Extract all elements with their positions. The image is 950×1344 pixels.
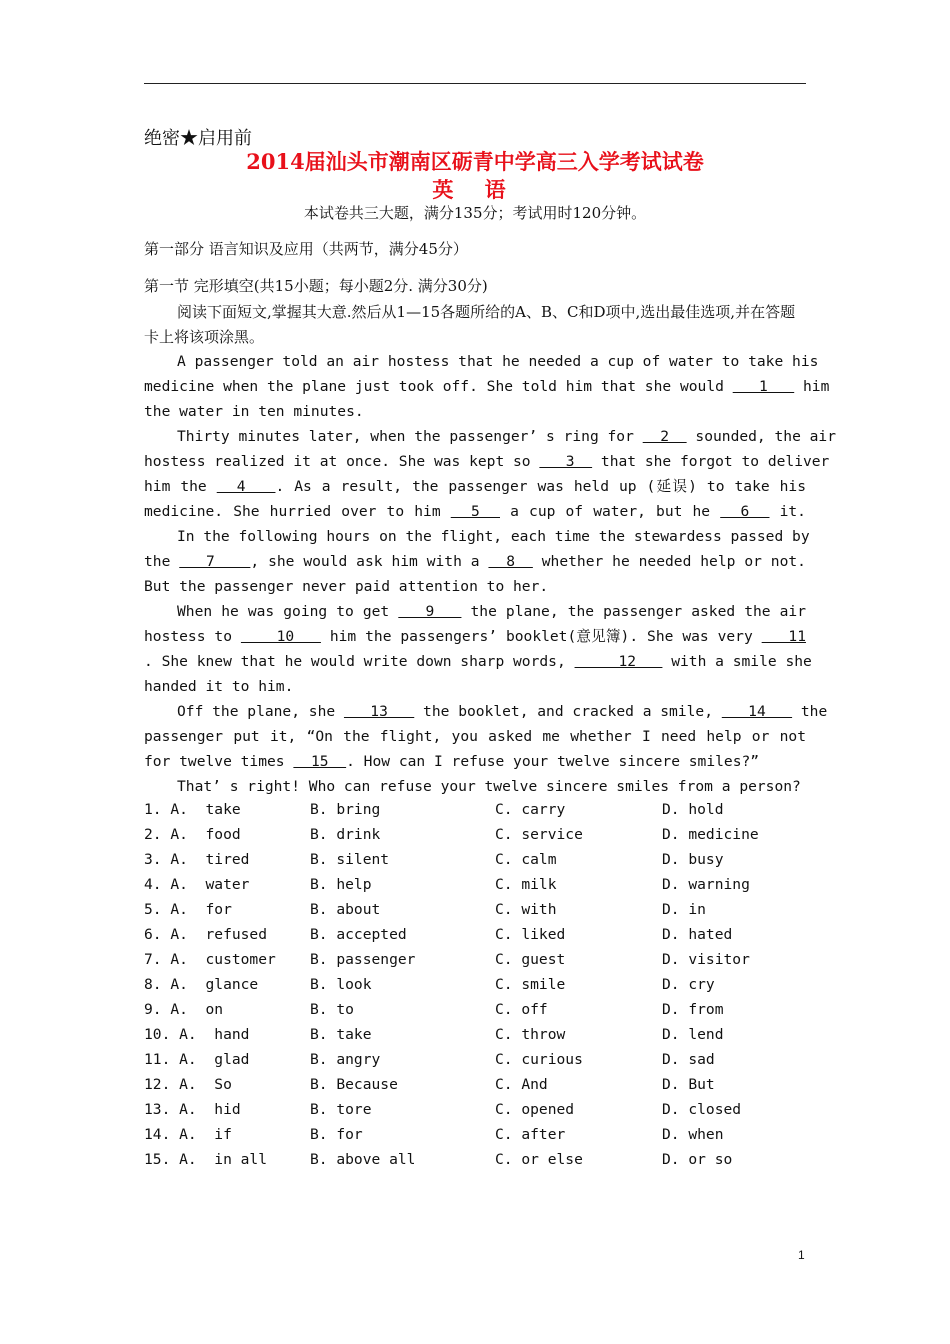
- option-a: 1. A. take: [144, 801, 241, 818]
- blank-10: 10: [240, 628, 321, 645]
- question-row: [144, 1022, 806, 1047]
- option-c: C. service: [495, 826, 583, 843]
- question-row: [144, 1072, 806, 1097]
- question-row: [144, 897, 806, 922]
- option-b: B. to: [310, 1001, 354, 1018]
- option-c: C. milk: [495, 876, 557, 893]
- question-row: [144, 922, 806, 947]
- question-row: [144, 1097, 806, 1122]
- option-a: 8. A. glance: [144, 976, 259, 993]
- option-d: D. hated: [662, 926, 733, 943]
- option-c: C. And: [495, 1076, 548, 1093]
- option-b: B. angry: [310, 1051, 381, 1068]
- option-d: D. hold: [662, 801, 724, 818]
- page-number: 1: [798, 1248, 805, 1262]
- option-c: C. calm: [495, 851, 557, 868]
- question-row: [144, 1122, 806, 1147]
- option-c: C. or else: [495, 1151, 583, 1168]
- option-a: 12. A. So: [144, 1076, 232, 1093]
- option-d: D. from: [662, 1001, 724, 1018]
- confidential-label: 绝密★启用前: [144, 128, 252, 149]
- option-b: B. drink: [310, 826, 381, 843]
- option-d: D. medicine: [662, 826, 759, 843]
- option-c: C. smile: [495, 976, 566, 993]
- option-b: B. Because: [310, 1076, 398, 1093]
- option-b: B. tore: [310, 1101, 372, 1118]
- option-b: B. bring: [310, 801, 381, 818]
- passage-line: In the following hours on the flight, each time the stewardess passed by: [177, 528, 810, 545]
- passage-line: Off the plane, she 13 the booklet, and cracked a smile, 14 the: [177, 703, 828, 720]
- option-d: D. visitor: [662, 951, 750, 968]
- blank-3: 3: [539, 453, 593, 470]
- passage-line: the water in ten minutes.: [144, 403, 364, 420]
- instructions: 阅读下面短文,掌握其大意.然后从1—15各题所给的A、B、C和D项中,选出最佳选项,并在答题卡上将该项涂黑。: [144, 303, 796, 346]
- blank-15: 15: [293, 753, 347, 770]
- option-c: C. curious: [495, 1051, 583, 1068]
- option-a: 11. A. glad: [144, 1051, 250, 1068]
- passage-line: When he was going to get 9 the plane, the passenger asked the air: [177, 603, 806, 620]
- option-a: 9. A. on: [144, 1001, 224, 1018]
- subject-title: 英 语: [432, 177, 518, 202]
- option-b: B. help: [310, 876, 372, 893]
- blank-6: 6: [720, 503, 770, 520]
- option-d: D. when: [662, 1126, 724, 1143]
- option-c: C. liked: [495, 926, 566, 943]
- option-b: B. about: [310, 901, 381, 918]
- option-b: B. accepted: [310, 926, 407, 943]
- passage-line: But the passenger never paid attention to her.: [144, 578, 549, 595]
- exam-title: 2014届汕头市潮南区砺青中学高三入学考试试卷: [246, 149, 704, 174]
- passage-line: . She knew that he would write down sharp words, 12 with a smile she: [144, 653, 812, 670]
- option-a: 4. A. water: [144, 876, 250, 893]
- option-b: B. take: [310, 1026, 372, 1043]
- option-c: C. guest: [495, 951, 566, 968]
- option-d: D. closed: [662, 1101, 742, 1118]
- option-b: B. look: [310, 976, 372, 993]
- option-a: 10. A. hand: [144, 1026, 250, 1043]
- option-a: 3. A. tired: [144, 851, 250, 868]
- blank-12: 12: [574, 653, 663, 670]
- option-a: 2. A. food: [144, 826, 241, 843]
- option-b: B. above all: [310, 1151, 416, 1168]
- blank-8: 8: [488, 553, 533, 570]
- passage-line: hostess realized it at once. She was kept so 3 that she forgot to deliver: [144, 453, 830, 470]
- blank-5: 5: [450, 503, 500, 520]
- question-list: [144, 797, 806, 1172]
- question-row: [144, 872, 806, 897]
- option-d: D. sad: [662, 1051, 715, 1068]
- option-d: D. warning: [662, 876, 750, 893]
- blank-14: 14: [721, 703, 793, 720]
- question-row: [144, 947, 806, 972]
- part-heading: 第一部分 语言知识及应用（共两节，满分45分）: [144, 240, 468, 258]
- option-d: D. cry: [662, 976, 715, 993]
- passage-line: handed it to him.: [144, 678, 294, 695]
- option-c: C. opened: [495, 1101, 575, 1118]
- question-row: [144, 847, 806, 872]
- passage-line: for twelve times 15 . How can I refuse your twelve sincere smiles?”: [144, 753, 760, 770]
- header-rule: [144, 83, 806, 84]
- option-d: D. But: [662, 1076, 715, 1093]
- blank-7: 7: [179, 553, 251, 570]
- option-a: 15. A. in all: [144, 1151, 268, 1168]
- blank-4: 4: [216, 478, 276, 495]
- blank-2: 2: [642, 428, 687, 445]
- passage-line: medicine when the plane just took off. She told him that she would 1 him: [144, 378, 830, 395]
- option-c: C. after: [495, 1126, 566, 1143]
- passage-line: Thirty minutes later, when the passenger’ s ring for 2 sounded, the air: [177, 428, 837, 445]
- question-row: [144, 1047, 806, 1072]
- blank-1: 1: [732, 378, 795, 395]
- option-a: 6. A. refused: [144, 926, 268, 943]
- option-d: D. in: [662, 901, 706, 918]
- question-row: [144, 797, 806, 822]
- question-row: [144, 972, 806, 997]
- blank-9: 9: [398, 603, 462, 620]
- blank-11: 11: [761, 628, 806, 645]
- option-d: D. busy: [662, 851, 724, 868]
- passage-line: hostess to 10 him the passengers’ booklet(意见簿). She was very 11: [144, 628, 806, 645]
- exam-info: 本试卷共三大题，满分135分；考试用时120分钟。: [303, 204, 647, 222]
- option-d: D. lend: [662, 1026, 724, 1043]
- option-b: B. for: [310, 1126, 363, 1143]
- passage-line: passenger put it, “On the flight, you asked me whether I need help or not: [144, 728, 806, 745]
- question-row: [144, 997, 806, 1022]
- passage-line: the 7 , she would ask him with a 8 whether he needed help or not.: [144, 553, 806, 570]
- option-c: C. off: [495, 1001, 548, 1018]
- option-a: 5. A. for: [144, 901, 232, 918]
- option-b: B. passenger: [310, 951, 416, 968]
- option-a: 13. A. hid: [144, 1101, 241, 1118]
- passage-line: That’ s right! Who can refuse your twelve sincere smiles from a person?: [177, 778, 801, 795]
- passage-line: A passenger told an air hostess that he needed a cup of water to take his: [177, 353, 819, 370]
- passage-line: him the 4 . As a result, the passenger was held up (延误) to take his: [144, 478, 806, 495]
- section-heading: 第一节 完形填空(共15小题；每小题2分. 满分30分): [144, 277, 488, 295]
- option-b: B. silent: [310, 851, 390, 868]
- option-c: C. throw: [495, 1026, 566, 1043]
- question-row: [144, 822, 806, 847]
- question-row: [144, 1147, 806, 1172]
- option-d: D. or so: [662, 1151, 733, 1168]
- blank-13: 13: [343, 703, 415, 720]
- option-c: C. carry: [495, 801, 566, 818]
- option-a: 14. A. if: [144, 1126, 232, 1143]
- passage-line: medicine. She hurried over to him 5 a cup of water, but he 6 it.: [144, 503, 806, 520]
- option-a: 7. A. customer: [144, 951, 276, 968]
- option-c: C. with: [495, 901, 557, 918]
- cloze-passage: [144, 349, 837, 799]
